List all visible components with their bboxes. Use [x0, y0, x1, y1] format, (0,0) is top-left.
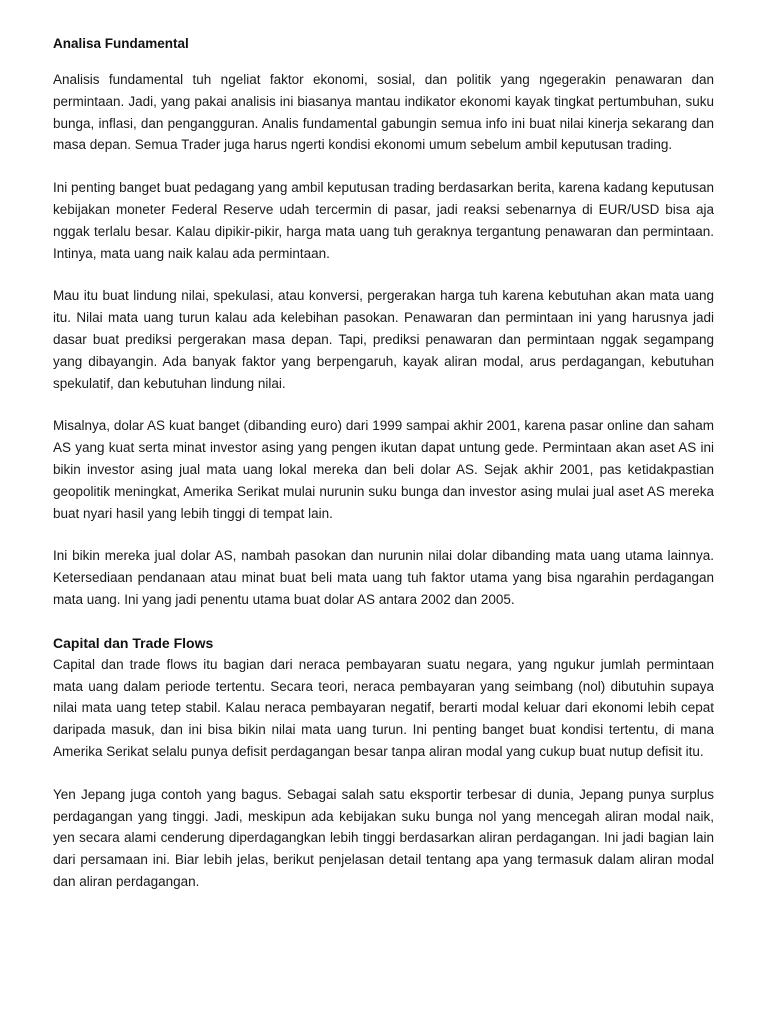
section-heading-capital-trade-flows: Capital dan Trade Flows [53, 634, 214, 651]
paragraph-3: Mau itu buat lindung nilai, spekulasi, atau konversi, pergerakan harga tuh karena kebutuhan akan mata uang itu. Nilai mata uang turun kalau ada kelebihan pasokan. Penawaran dan permintaan ini yang harusnya jadi dasar buat prediksi pergerakan masa depan. Tapi, prediksi penawaran dan permintaan nggak segampang yang dibayangin. Ada banyak faktor yang berpengaruh, kayak aliran modal, arus perdagangan, kebutuhan spekulatif, dan kebutuhan lindung nilai. [53, 288, 714, 391]
paragraph-5: Ini bikin mereka jual dolar AS, nambah pasokan dan nurunin nilai dolar dibanding mata uang utama lainnya. Ketersediaan pendanaan atau minat buat beli mata uang tuh faktor utama yang bisa ngarahin perdagangan mata uang. Ini yang jadi penentu utama buat dolar AS antara 2002 dan 2005. [53, 548, 714, 607]
section-heading-fundamental: Analisa Fundamental [53, 36, 189, 51]
paragraph-4: Misalnya, dolar AS kuat banget (dibanding euro) dari 1999 sampai akhir 2001, karena pasar online dan saham AS yang kuat serta minat investor asing yang pengen ikutan dapat untung gede. Permintaan akan aset AS ini bikin investor asing jual mata uang lokal mereka dan beli dolar AS. Sejak akhir 2001, pas ketidakpastian geopolitik meningkat, Amerika Serikat mulai nurunin suku bunga dan investor asing mulai jual aset AS mereka buat nyari hasil yang lebih tinggi di tempat lain. [53, 418, 714, 521]
paragraph-2: Ini penting banget buat pedagang yang ambil keputusan trading berdasarkan berita, karena kadang keputusan kebijakan moneter Federal Reserve udah tercermin di pasar, jadi reaksi sebenarnya di EUR/USD bisa aja nggak terlalu besar. Kalau dipikir-pikir, harga mata uang tuh geraknya tergantung penawaran dan permintaan. Intinya, mata uang naik kalau ada permintaan. [53, 180, 714, 261]
paragraph-6: Capital dan trade flows itu bagian dari neraca pembayaran suatu negara, yang ngukur jumlah permintaan mata uang dalam periode tertentu. Secara teori, neraca pembayaran yang seimbang (nol) dibutuhin supaya nilai mata uang tetep stabil. Kalau neraca pembayaran negatif, berarti modal keluar dari ekonomi lebih cepat daripada masuk, dan ini bisa bikin nilai mata uang turun. Ini penting banget buat kondisi tertentu, di mana Amerika Serikat selalu punya defisit perdagangan besar tanpa aliran modal yang cukup buat nutup defisit itu. [53, 656, 714, 759]
paragraph-7: Yen Jepang juga contoh yang bagus. Sebagai salah satu eksportir terbesar di dunia, Jepang punya surplus perdagangan yang tinggi. Jadi, meskipun ada kebijakan suku bunga nol yang mencegah aliran modal naik, yen secara alami cenderung diperdagangkan lebih tinggi berdasarkan aliran perdagangan. Ini jadi bagian lain dari persamaan ini. Biar lebih jelas, berikut penjelasan detail tentang apa yang termasuk dalam aliran modal dan aliran perdagangan. [53, 786, 714, 889]
paragraph-1: Analisis fundamental tuh ngeliat faktor ekonomi, sosial, dan politik yang ngegerakin penawaran dan permintaan. Jadi, yang pakai analisis ini biasanya mantau indikator ekonomi kayak tingkat pertumbuhan, suku bunga, inflasi, dan pengangguran. Analis fundamental gabungin semua info ini buat nilai kinerja sekarang dan masa depan. Semua Trader juga harus ngerti kondisi ekonomi umum sebelum ambil keputusan trading. [53, 72, 714, 153]
document-body [53, 33, 714, 914]
